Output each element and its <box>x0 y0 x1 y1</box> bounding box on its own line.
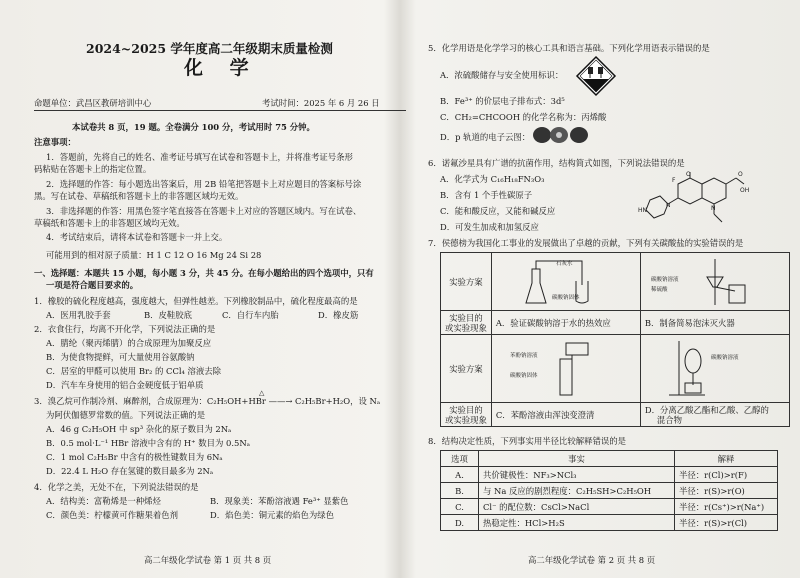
q6-option-a: A．化学式为 C₁₆H₁₈FN₃O₃ <box>440 174 545 184</box>
q8-header: 事实 <box>479 451 675 467</box>
q8-cell: 热稳定性：HCl>H₂S <box>479 515 675 531</box>
q7-option-b: B．制备简易泡沫灭火器 <box>640 311 789 335</box>
apparatus-b-icon <box>645 255 785 307</box>
q8-cell: A. <box>441 467 479 483</box>
q3-stem: 3．溴乙烷可作制冷剂、麻醉剂，合成原理为：C₂H₅OH+HBr ——→ C₂H₅Br+H₂O，设 Nₐ <box>34 396 381 406</box>
q8-cell: 半径：r(S)>r(Cl) <box>675 515 778 531</box>
q8-cell: 半径：r(Cl)>r(F) <box>675 467 778 483</box>
header-divider <box>34 110 406 111</box>
note-line: 1．答题前，先将自己的姓名、准考证号填写在试卷和答题卡上，并将准考证号条形 <box>46 152 353 162</box>
section-heading-cont: 一项是符合题目要求的。 <box>46 280 139 290</box>
q4-option-d: D．焰色美：铜元素的焰色为绿色 <box>210 510 334 520</box>
q2-option-c: C．居室的甲醛可以使用 Br₂ 的 CCl₄ 溶液去除 <box>46 366 222 376</box>
q3-option-b: B．0.5 mol·L⁻¹ HBr 溶液中含有的 H⁺ 数目为 0.5Nₐ <box>46 438 250 448</box>
note-line: 4．考试结束后，请将本试卷和答题卡一并上交。 <box>46 232 228 242</box>
q1-option-a: A．医用乳胶手套 <box>46 310 111 320</box>
fig-a-label-1: 石灰水 <box>555 260 573 267</box>
q7-figure-a <box>491 253 640 311</box>
q3-condition: △ <box>259 389 265 397</box>
q8-cell: 与 Na 反应的剧烈程度：C₂H₅SH>C₂H₅OH <box>479 483 675 499</box>
fig-b-label-1: 碳酸钠溶液 <box>650 276 679 283</box>
fig-b-label-2: 稀硫酸 <box>650 286 668 293</box>
q8-cell: B. <box>441 483 479 499</box>
q2-option-a: A．腈纶（聚丙烯腈）的合成原理为加聚反应 <box>46 338 212 348</box>
q3-option-d: D．22.4 L H₂O 存在氢键的数目最多为 2Nₐ <box>46 466 214 476</box>
q7-figure-c <box>491 335 640 403</box>
q8-cell: D. <box>441 515 479 531</box>
q4-option-b: B．现象美：苯酚溶液遇 Fe³⁺ 显紫色 <box>210 496 349 506</box>
q7-row-label: 实验目的 或实验现象 <box>441 403 492 427</box>
q7-table <box>440 252 790 427</box>
page-1 <box>34 0 406 578</box>
q7-option-d: D．分离乙酸乙酯和乙酸、乙醇的 混合物 <box>640 403 789 427</box>
q7-stem: 7．侯德榜为我国化工事业的发展做出了卓越的贡献，下列有关碳酸盐的实验错误的是 <box>428 238 744 248</box>
fig-c-label-1: 苯酚钠溶液 <box>509 352 538 359</box>
q1-option-d: D．橡皮筋 <box>318 310 359 320</box>
exam-date: 考试时间：2025 年 6 月 26 日 <box>262 98 380 108</box>
fig-a-label-2: 碳酸钠固体 <box>551 294 580 301</box>
note-line: 草稿纸和答题卡上的非答题区域均无效。 <box>34 218 185 228</box>
q5-option-d: D．p 轨道的电子云图： <box>440 132 531 142</box>
q1-stem: 1．橡胶的硫化程度越高，强度越大，但弹性越差。下列橡胶制品中，硫化程度最高的是 <box>34 296 358 306</box>
q5-stem: 5．化学用语是化学学习的核心工具和语言基础。下列化学用语表示错误的是 <box>428 43 710 53</box>
q1-option-c: C．自行车内胎 <box>222 310 279 320</box>
q3-stem-cont: 为阿伏伽德罗常数的值。下列说法正确的是 <box>46 410 206 420</box>
norfloxacin-structure-icon <box>638 170 748 232</box>
fig-d-label-1: 碳酸钠溶液 <box>710 354 739 361</box>
note-line: 3．非选择题的作答：用黑色签字笔直接答在答题卡上对应的答题区域内。写在试卷、 <box>46 206 362 216</box>
section-heading: 一、选择题：本题共 15 小题，每小题 3 分，共 45 分。在每小题给出的四个选项中，只有 <box>34 268 374 278</box>
q5-option-b: B．Fe³⁺ 的价层电子排布式：3d⁵ <box>440 96 565 106</box>
q6-option-d: D．可发生加成和加氢反应 <box>440 222 539 232</box>
q6-stem: 6．诺氟沙星具有广谱的抗菌作用，结构简式如图，下列说法错误的是 <box>428 158 685 168</box>
svg-text:OH: OH <box>740 187 750 194</box>
svg-text:F: F <box>672 177 676 184</box>
apparatus-a-icon <box>496 255 636 307</box>
q7-row-label: 实验方案 <box>441 335 492 403</box>
fig-c-label-2: 碳酸钠固体 <box>509 372 538 379</box>
q4-stem: 4．化学之美，无处不在，下列说法错误的是 <box>34 482 199 492</box>
exam-summary: 本试卷共 8 页，19 题。全卷满分 100 分，考试用时 75 分钟。 <box>72 122 315 132</box>
corrosive-hazard-icon <box>576 56 616 96</box>
note-line: 黑。写在试卷、草稿纸和答题卡上的非答题区域均无效。 <box>34 191 244 201</box>
q8-cell: C. <box>441 499 479 515</box>
q7-row-label: 实验目的 或实验现象 <box>441 311 492 335</box>
q7-row-label: 实验方案 <box>441 253 492 311</box>
q8-header: 解释 <box>675 451 778 467</box>
q8-table <box>440 450 778 531</box>
q8-cell: Cl⁻ 的配位数：CsCl>NaCl <box>479 499 675 515</box>
q8-cell: 半径：r(Cs⁺)>r(Na⁺) <box>675 499 778 515</box>
page-footer: 高二年级化学试卷 第 2 页 共 8 页 <box>528 555 656 565</box>
q6-option-c: C．能和酸反应，又能和碱反应 <box>440 206 556 216</box>
q6-option-b: B．含有 1 个手性碳原子 <box>440 190 533 200</box>
page-footer: 高二年级化学试卷 第 1 页 共 8 页 <box>144 555 272 565</box>
q2-option-b: B．为使食物提鲜，可大量使用谷氨酸钠 <box>46 352 195 362</box>
q5-option-c: C．CH₂=CHCOOH 的化学名称为：丙烯酸 <box>440 112 607 122</box>
svg-text:N: N <box>666 202 671 209</box>
q8-cell: 共价键极性：NF₃>NCl₃ <box>479 467 675 483</box>
q7-option-a: A．验证碳酸钠溶于水的热效应 <box>491 311 640 335</box>
svg-text:HN: HN <box>638 207 647 214</box>
q7-figure-d <box>640 335 789 403</box>
q8-cell: 半径：r(S)>r(O) <box>675 483 778 499</box>
atomic-masses: 可能用到的相对原子质量：H 1 C 12 O 16 Mg 24 Si 28 <box>46 250 262 260</box>
q5-option-a: A．浓硫酸储存与安全使用标识： <box>440 70 564 80</box>
q4-option-a: A．结构美：富勒烯是一种烯烃 <box>46 496 161 506</box>
q8-stem: 8．结构决定性质，下列事实用半径比较解释错误的是 <box>428 436 626 446</box>
page-2 <box>428 0 780 578</box>
q7-figure-b <box>640 253 789 311</box>
q4-option-c: C．颜色美：柠檬黄可作糖果着色剂 <box>46 510 179 520</box>
q1-option-b: B．皮鞋胶底 <box>144 310 193 320</box>
notes-title: 注意事项： <box>34 137 76 147</box>
q2-option-d: D．汽车车身使用的铝合金硬度低于铝单质 <box>46 380 204 390</box>
apparatus-c-icon <box>496 337 636 399</box>
q2-stem: 2．衣食住行，均离不开化学，下列说法正确的是 <box>34 324 216 334</box>
exam-unit: 命题单位：武昌区教研培训中心 <box>34 98 152 108</box>
svg-text:O: O <box>738 171 743 178</box>
note-line: 码粘贴在答题卡上的指定位置。 <box>34 164 152 174</box>
apparatus-d-icon <box>645 337 785 399</box>
q7-option-c: C．苯酚溶液由浑浊变澄清 <box>491 403 640 427</box>
svg-text:O: O <box>686 171 691 178</box>
q3-option-a: A．46 g C₂H₅OH 中 sp³ 杂化的原子数目为 2Nₐ <box>46 424 232 434</box>
exam-title: 2024~2025 学年度高二年级期末质量检测 <box>86 41 333 56</box>
svg-text:N: N <box>711 205 716 212</box>
q8-header: 选项 <box>441 451 479 467</box>
p-orbital-icon <box>532 124 598 146</box>
note-line: 2．选择题的作答：每小题选出答案后，用 2B 铅笔把答题卡上对应题目的答案标号涂 <box>46 179 362 189</box>
q3-option-c: C．1 mol C₂H₅Br 中含有的极性键数目为 6Nₐ <box>46 452 223 462</box>
subject-title: 化 学 <box>184 57 259 79</box>
